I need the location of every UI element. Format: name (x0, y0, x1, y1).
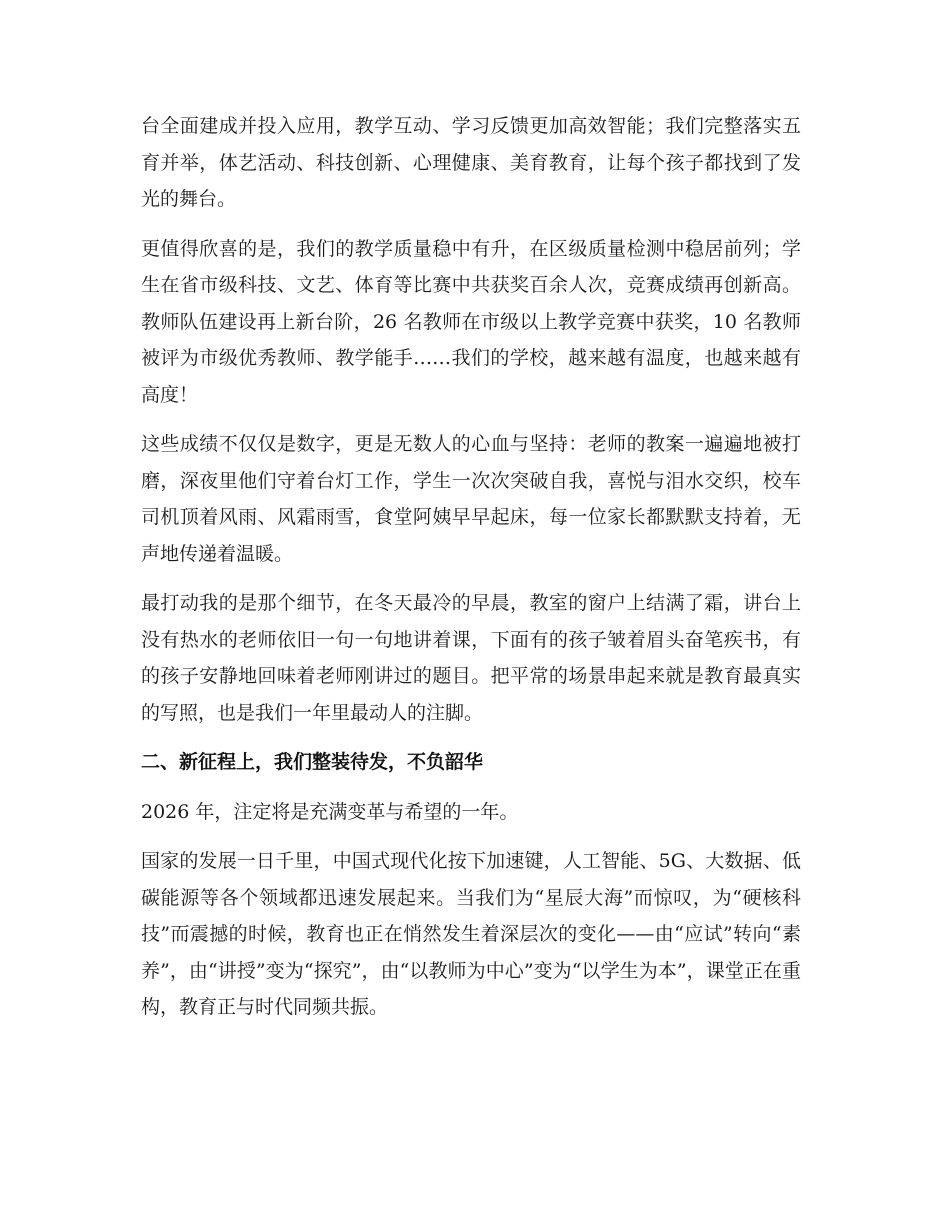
paragraph-year-2026: 2026 年，注定将是充满变革与希望的一年。 (141, 800, 519, 823)
paragraph-dedication: 这些成绩不仅仅是数字，更是无数人的心血与坚持：老师的教案一遍遍地被打磨，深夜里他们守着台灯工作，学生一次次突破自我，喜悦与泪水交织，校车司机顶着风雨、风霜雨雪，食堂阿姨早早起床，每一位家长都默默支持着，无声地传递着温暖。 (141, 433, 801, 565)
document-page (141, 108, 801, 1039)
paragraph-winter-detail: 最打动我的是那个细节，在冬天最冷的早晨，教室的窗户上结满了霜，讲台上没有热水的老师依旧一句一句地讲着课，下面有的孩子皱着眉头奋笔疾书，有的孩子安静地回味着老师刚讲过的题目。把平常的场景串起来就是教育最真实的写照，也是我们一年里最动人的注脚。 (141, 592, 801, 724)
paragraph-digital-platform: 台全面建成并投入应用，教学互动、学习反馈更加高效智能；我们完整落实五育并举，体艺活动、科技创新、心理健康、美育教育，让每个孩子都找到了发光的舞台。 (141, 115, 801, 210)
paragraph-national-development: 国家的发展一日千里，中国式现代化按下加速键，人工智能、5G、大数据、低碳能源等各个领域都迅速发展起来。当我们为“星辰大海”而惊叹，为“硬核科技”而震撼的时候，教育也正在悄然发生着深层次的变化——由“应试”转向“素养”，由“讲授”变为“探究”，由“以教师为中心”变为“以学生为本”，课堂正在重构，教育正与时代同频共振。 (141, 850, 801, 1018)
paragraph-teaching-quality: 更值得欣喜的是，我们的教学质量稳中有升，在区级质量检测中稳居前列；学生在省市级科技、文艺、体育等比赛中共获奖百余人次，竞赛成绩再创新高。教师队伍建设再上新台阶，26 名教师在市级以上教学竞赛中获奖，10 名教师被评为市级优秀教师、教学能手……我们的学校，越来越有温度，也越来越有高度！ (141, 237, 801, 406)
section-heading: 二、新征程上，我们整装待发，不负韶华 (141, 751, 484, 773)
